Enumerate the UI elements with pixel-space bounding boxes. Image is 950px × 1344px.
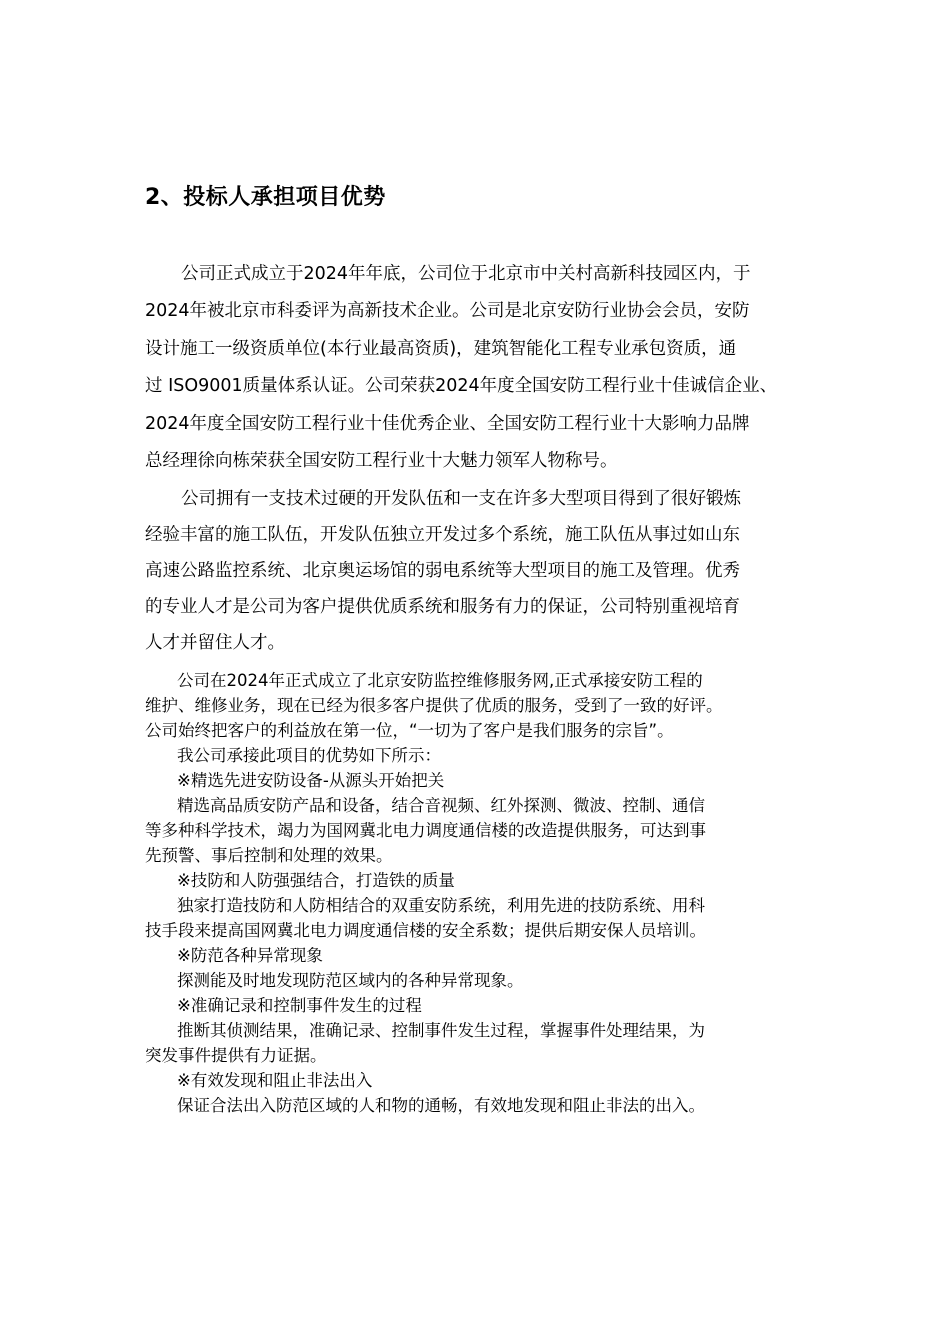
- paragraph-line: 保证合法出入防范区域的人和物的通畅，有效地发现和阻止非法的出入。: [177, 1096, 705, 1115]
- paragraph-line: 突发事件提供有力证据。: [145, 1046, 327, 1065]
- advantage-heading: ※精选先进安防设备-从源头开始把关: [177, 771, 445, 790]
- paragraph-line: 2024年度全国安防工程行业十佳优秀企业、全国安防工程行业十大影响力品牌: [145, 414, 750, 434]
- paragraph-line: 的专业人才是公司为客户提供优质系统和服务有力的保证，公司特别重视培育: [145, 597, 740, 617]
- section-heading: 2、投标人承担项目优势: [145, 185, 386, 210]
- paragraph-line: 公司始终把客户的利益放在第一位，“一切为了客户是我们服务的宗旨”。: [145, 721, 674, 740]
- advantage-heading: ※准确记录和控制事件发生的过程: [177, 996, 422, 1015]
- paragraph-line: 我公司承接此项目的优势如下所示：: [177, 746, 441, 765]
- paragraph-line: 探测能及时地发现防范区域内的各种异常现象。: [177, 971, 524, 990]
- paragraph-line: 2024年被北京市科委评为高新技术企业。公司是北京安防行业协会会员，安防: [145, 301, 750, 321]
- paragraph-line: 总经理徐向栋荣获全国安防工程行业十大魅力领军人物称号。: [145, 451, 618, 471]
- paragraph-line: 独家打造技防和人防相结合的双重安防系统，利用先进的技防系统、用科: [177, 896, 705, 915]
- paragraph-line: 等多种科学技术，竭力为国网冀北电力调度通信楼的改造提供服务，可达到事: [145, 821, 706, 840]
- advantage-heading: ※有效发现和阻止非法出入: [177, 1071, 373, 1090]
- paragraph-line: 精选高品质安防产品和设备，结合音视频、红外探测、微波、控制、通信: [177, 796, 705, 815]
- paragraph-line: 公司拥有一支技术过硬的开发队伍和一支在许多大型项目得到了很好锻炼: [181, 489, 741, 509]
- paragraph-line: 过 ISO9001质量体系认证。公司荣获2024年度全国安防工程行业十佳诚信企业、: [145, 376, 778, 396]
- paragraph-line: 人才并留住人才。: [145, 633, 285, 653]
- paragraph-line: 公司在2024年正式成立了北京安防监控维修服务网,正式承接安防工程的: [177, 671, 703, 690]
- paragraph-line: 公司正式成立于2024年年底，公司位于北京市中关村高新科技园区内，于: [181, 264, 751, 284]
- paragraph-line: 高速公路监控系统、北京奥运场馆的弱电系统等大型项目的施工及管理。优秀: [145, 561, 740, 581]
- paragraph-line: 推断其侦测结果，准确记录、控制事件发生过程，掌握事件处理结果，为: [177, 1021, 705, 1040]
- advantage-heading: ※技防和人防强强结合，打造铁的质量: [177, 871, 455, 890]
- paragraph-line: 经验丰富的施工队伍，开发队伍独立开发过多个系统，施工队伍从事过如山东: [145, 525, 740, 545]
- paragraph-line: 先预警、事后控制和处理的效果。: [145, 846, 393, 865]
- advantage-heading: ※防范各种异常现象: [177, 946, 323, 965]
- paragraph-line: 设计施工一级资质单位(本行业最高资质)，建筑智能化工程专业承包资质，通: [145, 339, 737, 359]
- paragraph-line: 技手段来提高国网冀北电力调度通信楼的安全系数；提供后期安保人员培训。: [145, 921, 706, 940]
- paragraph-line: 维护、维修业务，现在已经为很多客户提供了优质的服务，受到了一致的好评。: [145, 696, 723, 715]
